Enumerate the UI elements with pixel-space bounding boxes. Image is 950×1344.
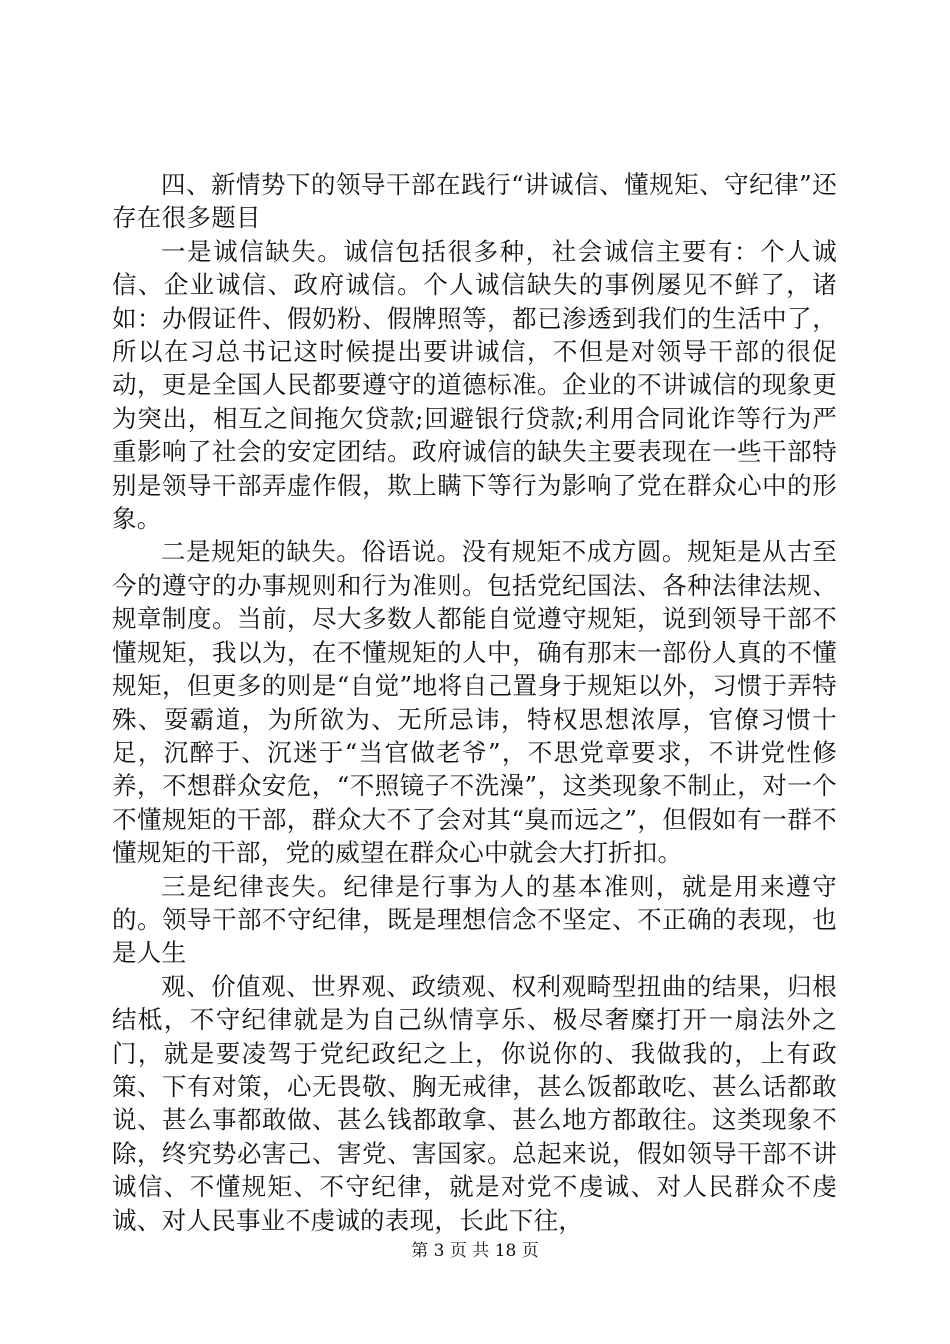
section-heading-paragraph: 四、新情势下的领导干部在践行“讲诚信、懂规矩、守纪律”还存在很多题目 (112, 170, 837, 233)
document-body (112, 168, 837, 1237)
paragraph-integrity: 一是诚信缺失。诚信包括很多种，社会诚信主要有：个人诚信、企业诚信、政府诚信。个人诚信缺失的事例屡见不鲜了，诸如：办假证件、假奶粉、假牌照等，都已渗透到我们的生活中了，所以在习总书记这时候提出要讲诚信，不但是对领导干部的很促动，更是全国人民都要遵守的道德标准。企业的不讲诚信的现象更为突出，相互之间拖欠贷款;回避银行贷款;利用合同讹诈等行为严重影响了社会的安定团结。政府诚信的缺失主要表现在一些干部特别是领导干部弄虚作假，欺上瞒下等行为影响了党在群众心中的形象。 (112, 236, 837, 534)
paragraph-rules: 二是规矩的缺失。俗语说。没有规矩不成方圆。规矩是从古至今的遵守的办事规则和行为准则。包括党纪国法、各种法律法规、规章制度。当前，尽大多数人都能自觉遵守规矩，说到领导干部不懂规矩，我以为，在不懂规矩的人中，确有那末一部份人真的不懂规矩，但更多的则是“自觉”地将自己置身于规矩以外，习惯于弄特殊、耍霸道，为所欲为、无所忌讳，特权思想浓厚，官僚习惯十足，沉醉于、沉迷于“当官做老爷”，不思党章要求，不讲党性修养，不想群众安危，“不照镜子不洗澡”，这类现象不制止，对一个不懂规矩的干部，群众大不了会对其“臭而远之”，但假如有一群不懂规矩的干部，党的威望在群众心中就会大打折扣。 (112, 537, 837, 868)
page-number-footer: 第 3 页 共 18 页 (411, 1241, 539, 1261)
paragraph-discipline: 三是纪律丧失。纪律是行事为人的基本准则，就是用来遵守的。领导干部不守纪律，既是理想信念不坚定、不正确的表现，也是人生 (112, 871, 837, 968)
paragraph-discipline-continued: 观、价值观、世界观、政绩观、权利观畸型扭曲的结果，归根结柢，不守纪律就是为自己纵情享乐、极尽奢糜打开一扇法外之门，就是要凌驾于党纪政纪之上，你说你的、我做我的，上有政策、下有对策，心无畏敬、胸无戒律，甚么饭都敢吃、甚么话都敢说、甚么事都敢做、甚么钱都敢拿、甚么地方都敢往。这类现象不除，终究势必害己、害党、害国家。总起来说，假如领导干部不讲诚信、不懂规矩、不守纪律，就是对党不虔诚、对人民群众不虔诚、对人民事业不虔诚的表现，长此下往， (112, 971, 837, 1235)
